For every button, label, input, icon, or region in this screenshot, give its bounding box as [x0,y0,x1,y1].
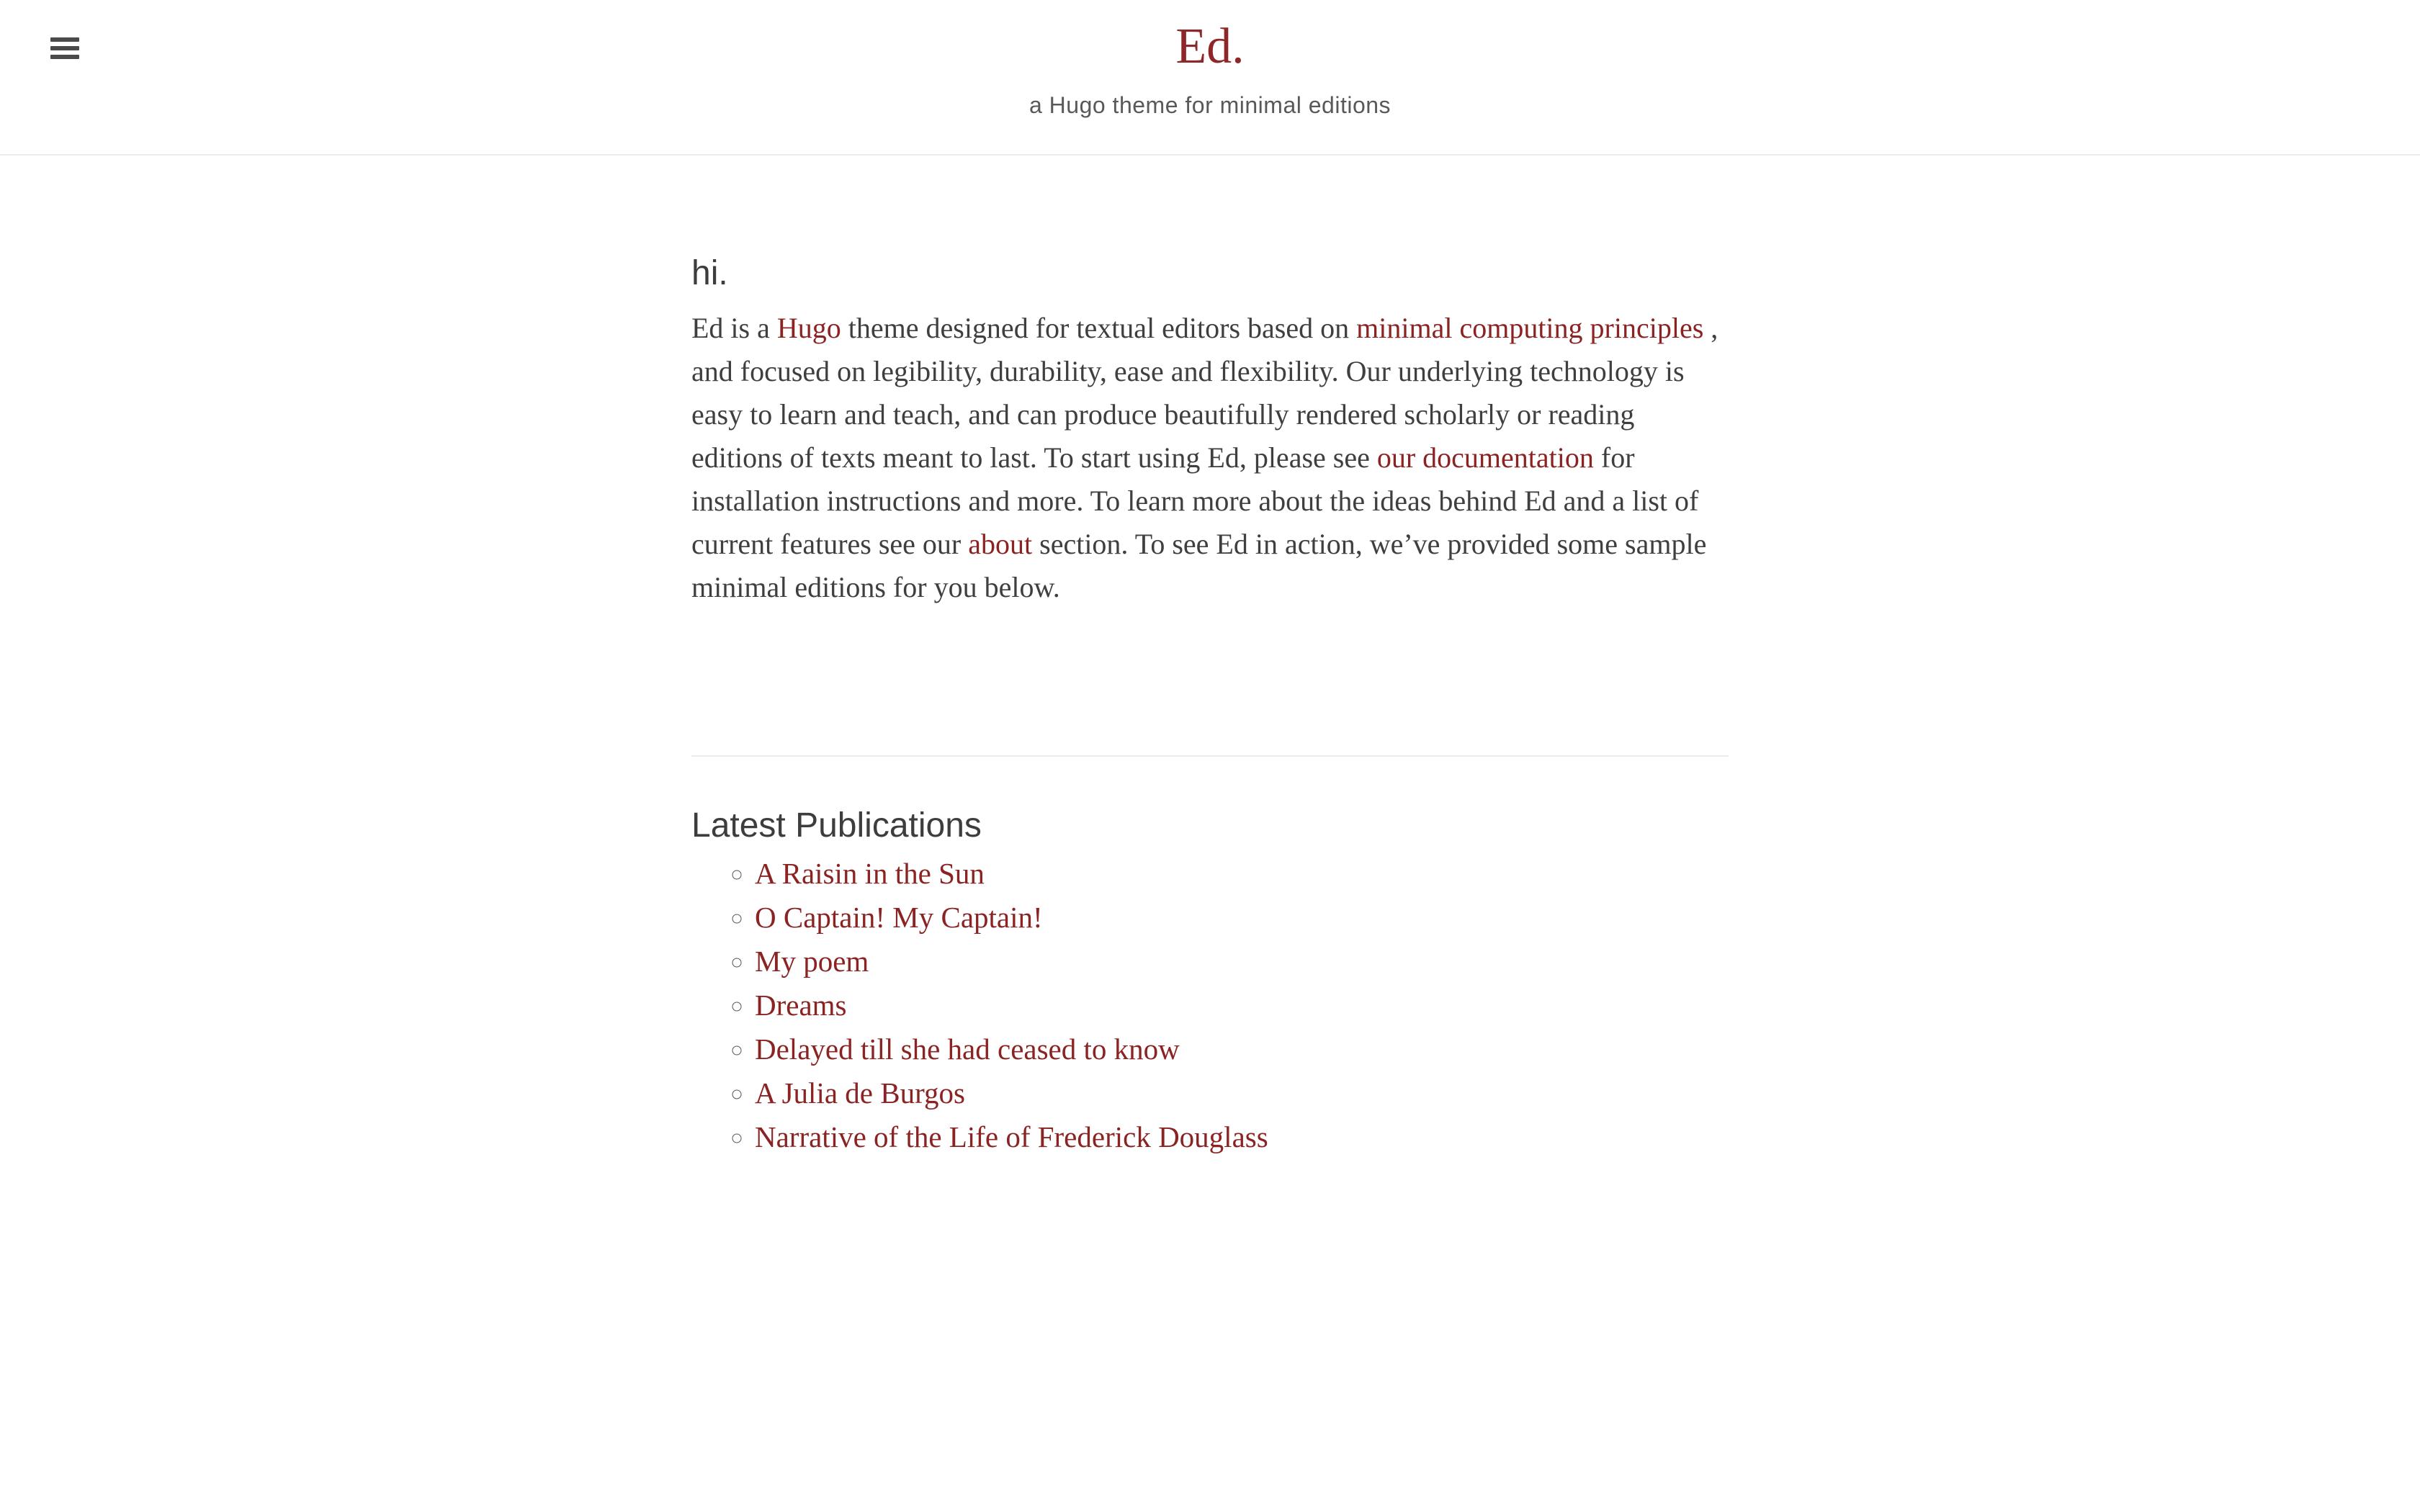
site-title-link[interactable]: Ed. [1175,19,1245,74]
hamburger-icon [50,37,79,42]
publication-list-item [755,1071,1729,1115]
intro-text-segment: , and focused on legibility, durability, ease and flexibility. Our underlying technology is easy to learn and teach, and can produce beautifully rendered scholarly or reading editions of texts meant to last. To start using Ed, please see [691,312,1718,474]
publication-link[interactable]: A Julia de Burgos [755,1076,965,1110]
publication-link[interactable]: A Raisin in the Sun [755,857,985,890]
publications-heading: Latest Publications [691,806,982,845]
intro-inline-link[interactable]: Hugo [776,312,841,344]
publication-link[interactable]: O Captain! My Captain! [755,901,1043,934]
site-title [0,0,2420,72]
publication-list-item [755,940,1729,984]
publication-link[interactable]: My poem [755,945,869,978]
publication-link[interactable]: Narrative of the Life of Frederick Douglass [755,1120,1268,1153]
intro-text-segment: Ed is a [691,312,777,344]
site-subtitle: a Hugo theme for minimal editions [1028,92,1392,118]
publication-link[interactable]: Delayed till she had ceased to know [755,1032,1180,1066]
site-header [0,0,2420,156]
intro-text-segment: for installation instructions and more. To learn more about the ideas behind Ed and a list of current features see our [691,441,1699,560]
publication-list-item [755,1027,1729,1071]
publication-list-item [755,852,1729,896]
page-heading: hi. [691,254,728,292]
publication-list-item [755,896,1729,940]
publication-list-item [755,984,1729,1027]
intro-inline-link[interactable]: about [968,528,1033,560]
hamburger-icon [50,46,79,50]
intro-inline-link[interactable]: minimal computing principles [1356,312,1704,344]
section-divider [691,755,1729,757]
publication-link[interactable]: Dreams [755,989,847,1022]
publications-list [691,852,1729,1159]
intro-text-segment: theme designed for textual editors based on [841,312,1357,344]
publication-list-item [755,1115,1729,1159]
hamburger-icon [50,55,79,59]
hamburger-menu-button[interactable] [50,37,79,59]
intro-paragraph [691,307,1729,609]
intro-text-segment: section. To see Ed in action, we’ve provided some sample minimal editions for you below. [691,528,1707,603]
main-content [691,256,1729,1159]
intro-inline-link[interactable]: our documentation [1376,441,1594,474]
